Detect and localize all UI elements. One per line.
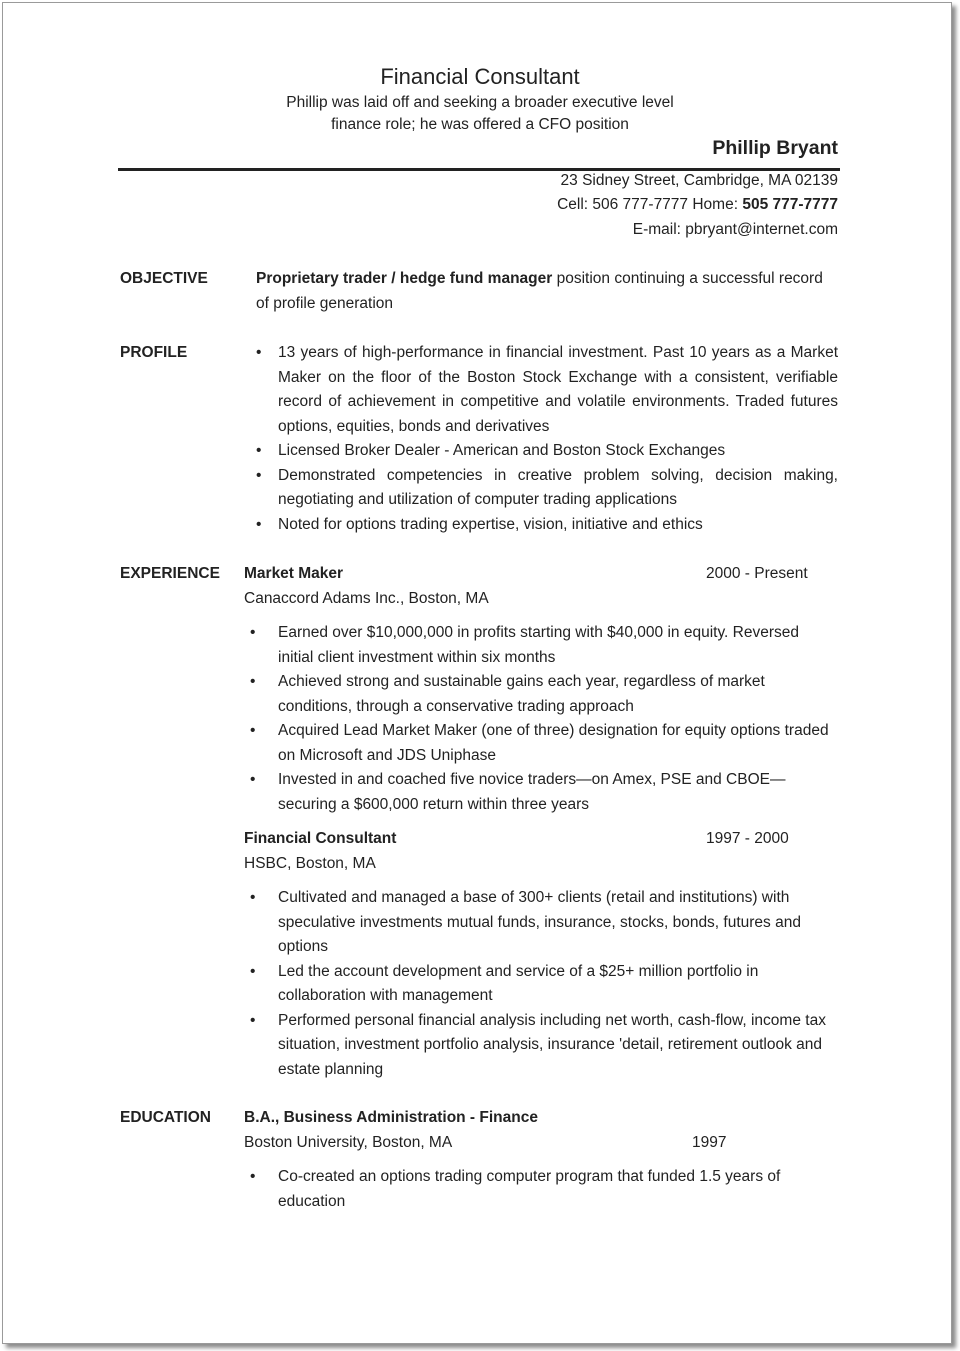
objective-rest: position continuing a successful record of profile generation xyxy=(256,270,823,312)
education-bullet-1: Co-created an options trading computer program that funded 1.5 years of education xyxy=(278,1168,781,1210)
job-1-bullet-1: Earned over $10,000,000 in profits starting with $40,000 in equity. Reversed initial client investment within six months xyxy=(278,624,800,666)
profile-item-2: Licensed Broker Dealer - American and Boston Stock Exchanges xyxy=(278,442,726,459)
header-divider xyxy=(118,168,840,171)
job-2-bullet-2: Led the account development and service of a $25+ million portfolio in collaboration with management xyxy=(278,962,759,1004)
objective-text xyxy=(256,267,838,316)
job-title-1: Market Maker xyxy=(244,565,344,582)
job-1-bullet-4: Invested in and coached five novice traders—on Amex, PSE and CBOE— securing a $600,000 return within three years xyxy=(278,771,786,813)
list-item: • Cultivated and managed a base of 300+ clients (retail and institutions) with speculative investments mutual funds, insurance, stocks, bonds, futures and options xyxy=(250,889,801,955)
job-1-bullet-2: Achieved strong and sustainable gains each year, regardless of market conditions, through a conservative trading approach xyxy=(278,673,765,715)
list-item: • Earned over $10,000,000 in profits starting with $40,000 in equity. Reversed initial client investment within six months xyxy=(250,624,800,666)
job-company-2: HSBC, Boston, MA xyxy=(244,855,376,872)
education-school: Boston University, Boston, MA xyxy=(244,1134,453,1151)
candidate-name: Phillip Bryant xyxy=(712,137,838,159)
education-year: 1997 xyxy=(692,1134,727,1151)
education-bullets xyxy=(250,1165,838,1214)
list-item: • Co-created an options trading computer program that funded 1.5 years of education xyxy=(250,1168,781,1210)
section-label-objective: OBJECTIVE xyxy=(120,270,208,287)
document-title: Financial Consultant xyxy=(380,64,580,89)
job-2-bullet-3: Performed personal financial analysis including net worth, cash-flow, income tax situation, investment portfolio analysis, insurance 'detail, retirement outlook and estate planning xyxy=(278,1011,826,1078)
list-item: • Performed personal financial analysis including net worth, cash-flow, income tax situation, investment portfolio analysis, insurance 'detail, retirement outlook and estate planning xyxy=(250,1011,826,1078)
list-item: • Invested in and coached five novice traders—on Amex, PSE and CBOE— securing a $600,000 return within three years xyxy=(250,771,786,813)
list-item: • Demonstrated competencies in creative problem solving, decision making, negotiating and utilization of computer trading applications xyxy=(256,466,838,508)
job-dates-1: 2000 - Present xyxy=(706,565,808,582)
contact-phone-home: 505 777-7777 xyxy=(742,196,838,213)
profile-list xyxy=(256,341,838,537)
job-2-bullets xyxy=(250,886,838,1082)
contact-email: E-mail: pbryant@internet.com xyxy=(632,221,838,238)
objective-bold: Proprietary trader / hedge fund manager xyxy=(256,270,553,287)
document-subtitle-line2: finance role; he was offered a CFO position xyxy=(331,116,629,133)
job-title-2: Financial Consultant xyxy=(244,830,397,847)
contact-phone xyxy=(557,196,838,214)
profile-item-1: 13 years of high-performance in financial investment. Past 10 years as a Market Maker on the floor of the Boston Stock Exchange with a consistent, verifiable record of achievement in competitive and volatile environments. Traded futures options, equities, bonds and derivatives xyxy=(278,344,838,435)
profile-item-3: Demonstrated competencies in creative problem solving, decision making, negotiating and utilization of computer trading applications xyxy=(278,466,838,508)
job-dates-2: 1997 - 2000 xyxy=(706,830,789,847)
profile-item-4: Noted for options trading expertise, vision, initiative and ethics xyxy=(278,515,703,533)
list-item: • Achieved strong and sustainable gains each year, regardless of market conditions, through a conservative trading approach xyxy=(250,673,765,715)
section-label-education: EDUCATION xyxy=(120,1109,211,1126)
list-item: • Noted for options trading expertise, vision, initiative and ethics xyxy=(256,515,703,533)
contact-phone-prefix: Cell: 506 777-7777 Home: xyxy=(557,196,743,213)
job-1-bullet-3: Acquired Lead Market Maker (one of three) designation for equity options traded on Microsoft and JDS Uniphase xyxy=(278,722,829,764)
section-label-profile: PROFILE xyxy=(120,344,188,361)
document-subtitle-line1: Phillip was laid off and seeking a broader executive level xyxy=(286,94,674,111)
list-item: • Led the account development and service of a $25+ million portfolio in collaboration with management xyxy=(250,962,759,1004)
job-company-1: Canaccord Adams Inc., Boston, MA xyxy=(244,590,489,607)
job-2-bullet-1: Cultivated and managed a base of 300+ clients (retail and institutions) with speculative investments mutual funds, insurance, stocks, bonds, futures and options xyxy=(278,889,801,955)
job-1-bullets xyxy=(250,621,838,817)
list-item: • Licensed Broker Dealer - American and Boston Stock Exchanges xyxy=(256,442,726,459)
list-item: • Acquired Lead Market Maker (one of three) designation for equity options traded on Microsoft and JDS Uniphase xyxy=(250,722,829,764)
contact-address: 23 Sidney Street, Cambridge, MA 02139 xyxy=(560,172,838,189)
list-item: • 13 years of high-performance in financial investment. Past 10 years as a Market Maker on the floor of the Boston Stock Exchange with a consistent, verifiable record of achievement in competitive and volatile environments. Traded futures options, equities, bonds and derivatives xyxy=(256,344,838,435)
section-label-experience: EXPERIENCE xyxy=(120,565,220,582)
education-degree: B.A., Business Administration - Finance xyxy=(244,1109,538,1126)
